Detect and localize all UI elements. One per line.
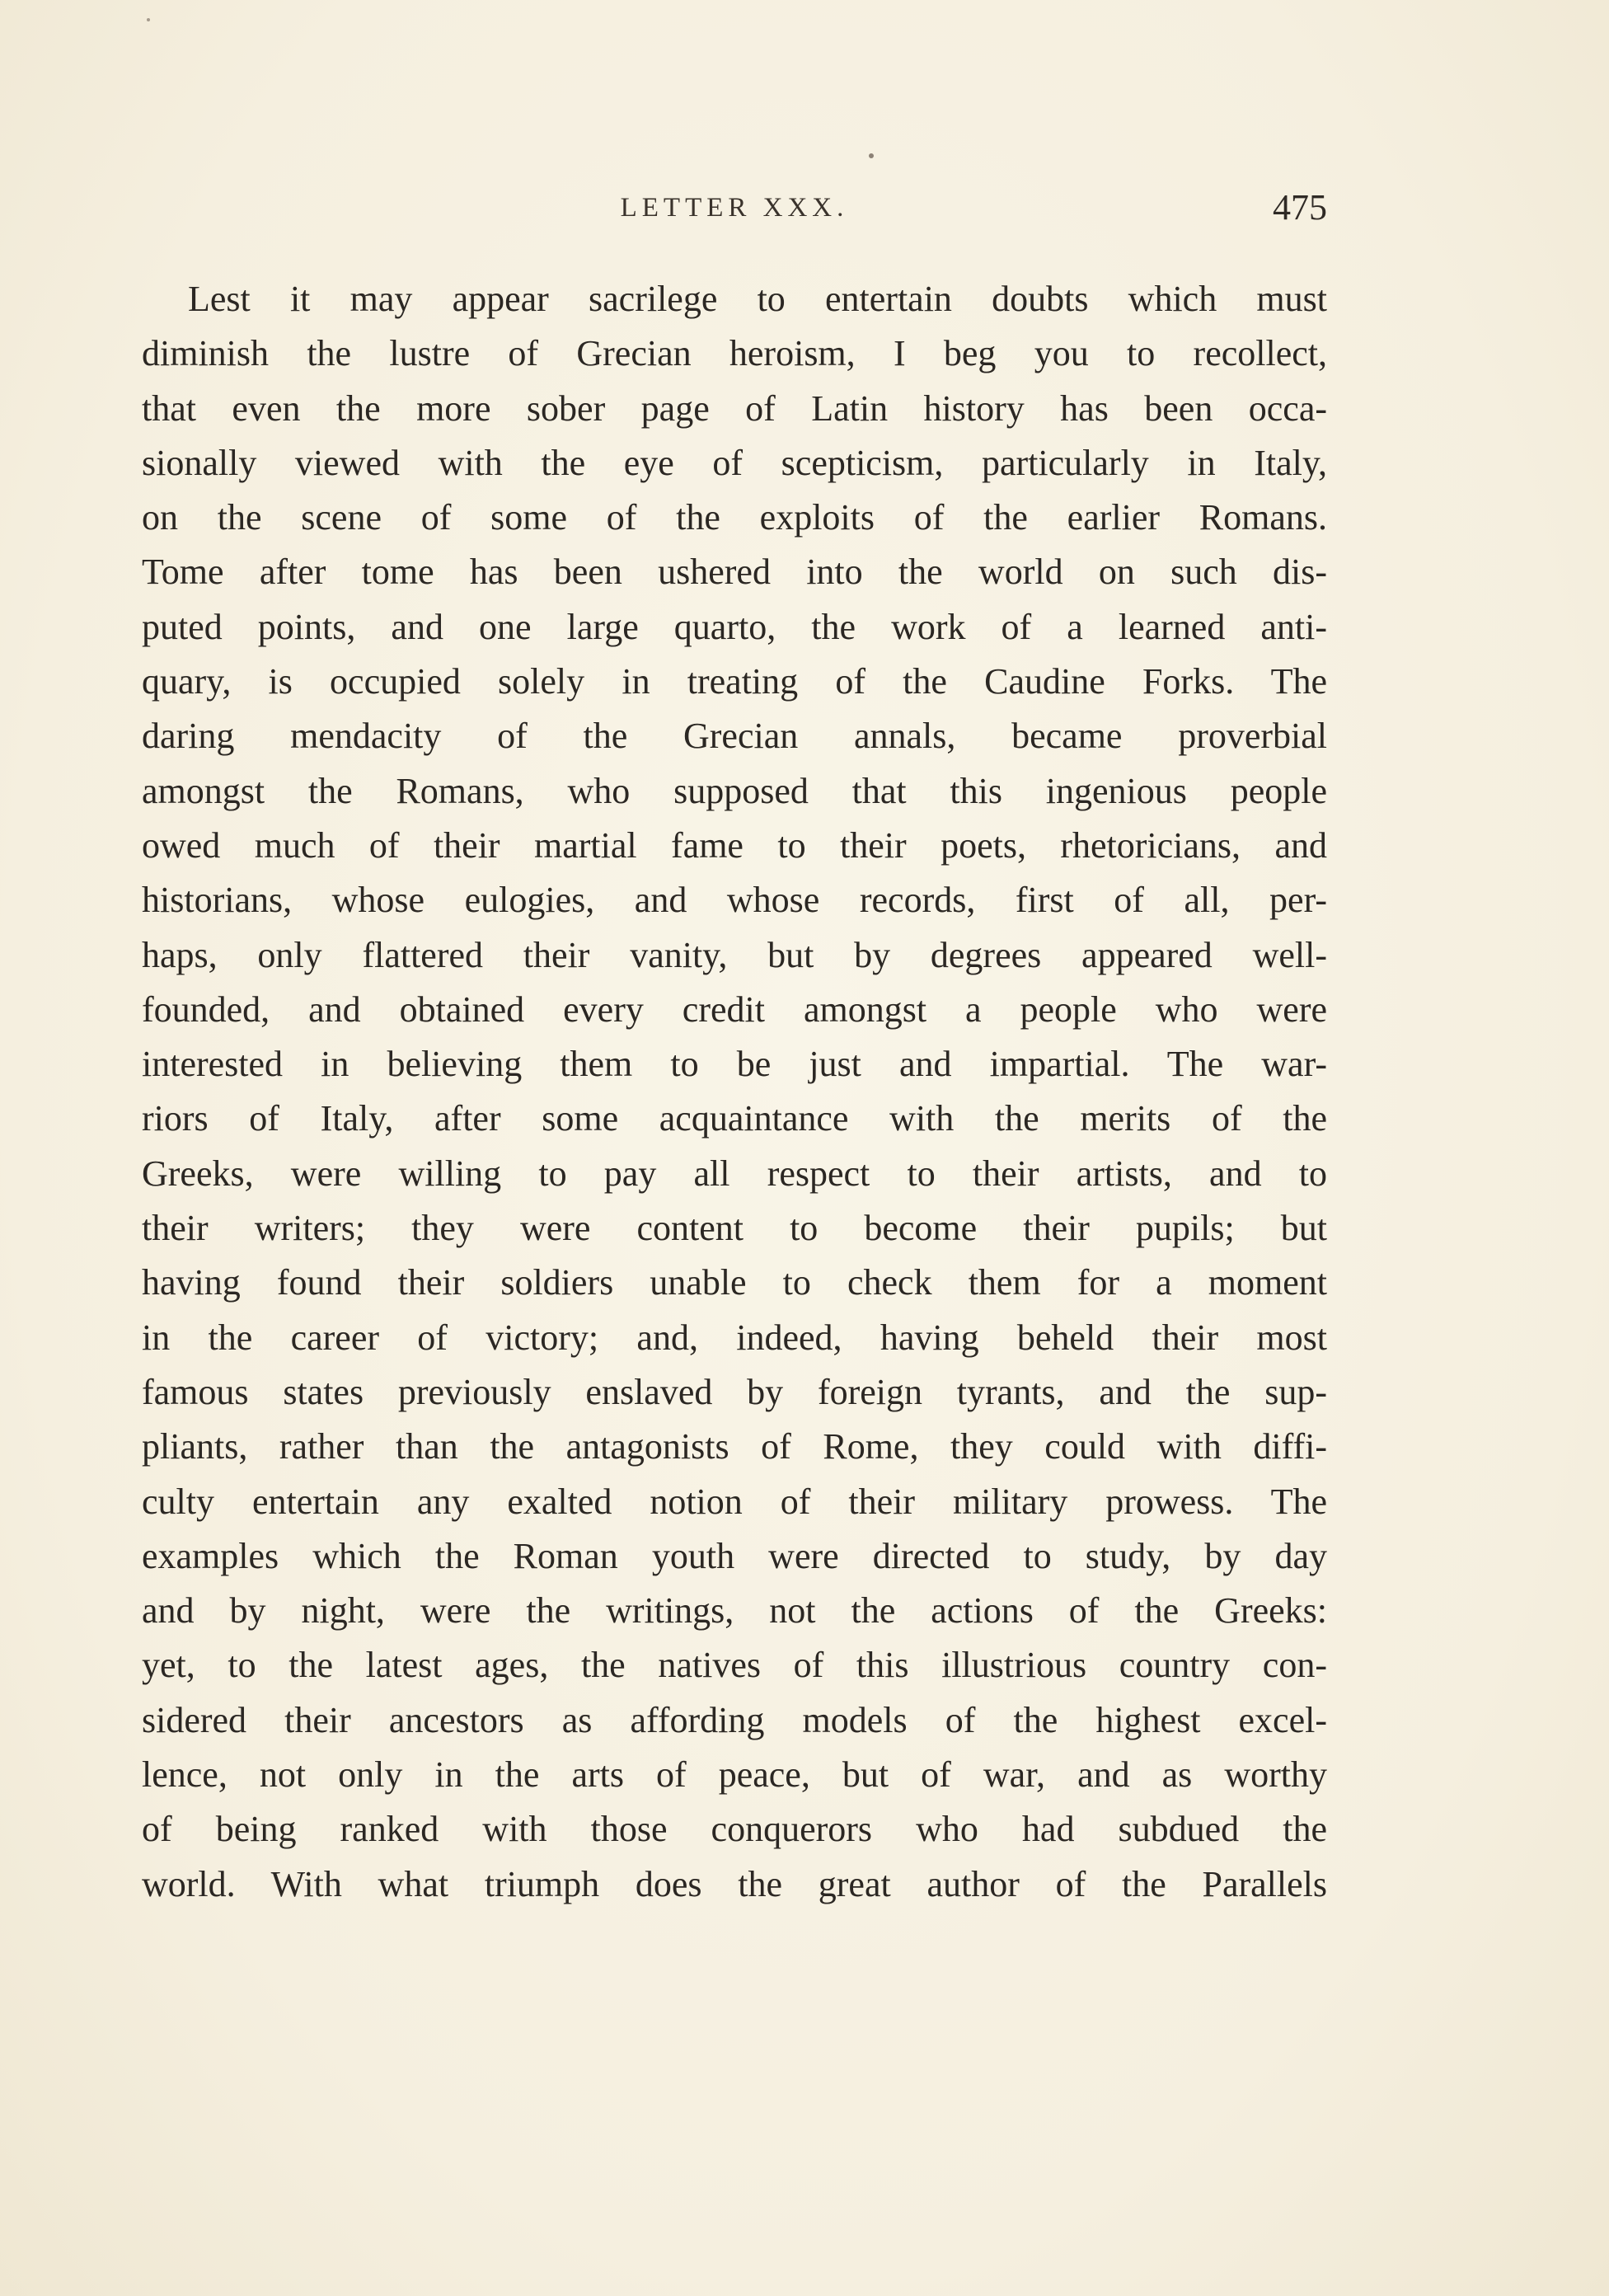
text-line: of being ranked with those conquerors who had subdued the — [142, 1809, 1327, 1850]
text-line: on the scene of some of the exploits of the earlier Romans. — [142, 497, 1327, 538]
running-title: LETTER XXX. — [620, 193, 849, 223]
text-line: Greeks, were willing to pay all respect to their artists, and to — [142, 1153, 1327, 1194]
text-line: diminish the lustre of Grecian heroism, I beg you to recollect, — [142, 333, 1327, 374]
text-line: pliants, rather than the antagonists of Rome, they could with diffi- — [142, 1426, 1327, 1467]
text-line: their writers; they were content to become their pupils; but — [142, 1208, 1327, 1249]
text-line: sidered their ancestors as affording models of the highest excel- — [142, 1699, 1327, 1740]
text-line: in the career of victory; and, indeed, having beheld their most — [142, 1317, 1327, 1358]
text-line: founded, and obtained every credit amongst a people who were — [142, 988, 1327, 1030]
body-text — [142, 272, 1327, 1912]
text-line: examples which the Roman youth were directed to study, by day — [142, 1535, 1327, 1576]
ink-speck — [147, 18, 150, 21]
text-line: historians, whose eulogies, and whose records, first of all, per- — [142, 880, 1327, 921]
text-line: and by night, were the writings, not the actions of the Greeks: — [142, 1590, 1327, 1632]
text-line: having found their soldiers unable to check them for a moment — [142, 1262, 1327, 1303]
text-line: yet, to the latest ages, the natives of this illustrious country con- — [142, 1645, 1327, 1686]
ink-speck — [869, 153, 874, 158]
text-line: culty entertain any exalted notion of their military prowess. The — [142, 1481, 1327, 1522]
text-line: quary, is occupied solely in treating of the Caudine Forks. The — [142, 661, 1327, 702]
page-number: 475 — [1273, 187, 1327, 228]
text-line: riors of Italy, after some acquaintance with the merits of the — [142, 1098, 1327, 1139]
text-line: sionally viewed with the eye of scepticism, particularly in Italy, — [142, 442, 1327, 483]
text-line: puted points, and one large quarto, the work of a learned anti- — [142, 606, 1327, 647]
text-line: amongst the Romans, who supposed that this ingenious people — [142, 770, 1327, 811]
text-line: owed much of their martial fame to their poets, rhetoricians, and — [142, 824, 1327, 866]
text-line: that even the more sober page of Latin history has been occa- — [142, 387, 1327, 429]
text-line: Tome after tome has been ushered into the world on such dis- — [142, 552, 1327, 593]
text-line: haps, only flattered their vanity, but by degrees appeared well- — [142, 934, 1327, 975]
text-line: Lest it may appear sacrilege to entertain doubts which must — [188, 279, 1327, 319]
text-line: lence, not only in the arts of peace, but of war, and as worthy — [142, 1754, 1327, 1796]
text-line: famous states previously enslaved by foreign tyrants, and the sup- — [142, 1371, 1327, 1412]
text-line: daring mendacity of the Grecian annals, became proverbial — [142, 716, 1327, 757]
running-head — [142, 186, 1327, 236]
text-line: world. With what triumph does the great author of the Parallels — [142, 1863, 1327, 1904]
text-line: interested in believing them to be just and impartial. The war- — [142, 1044, 1327, 1085]
